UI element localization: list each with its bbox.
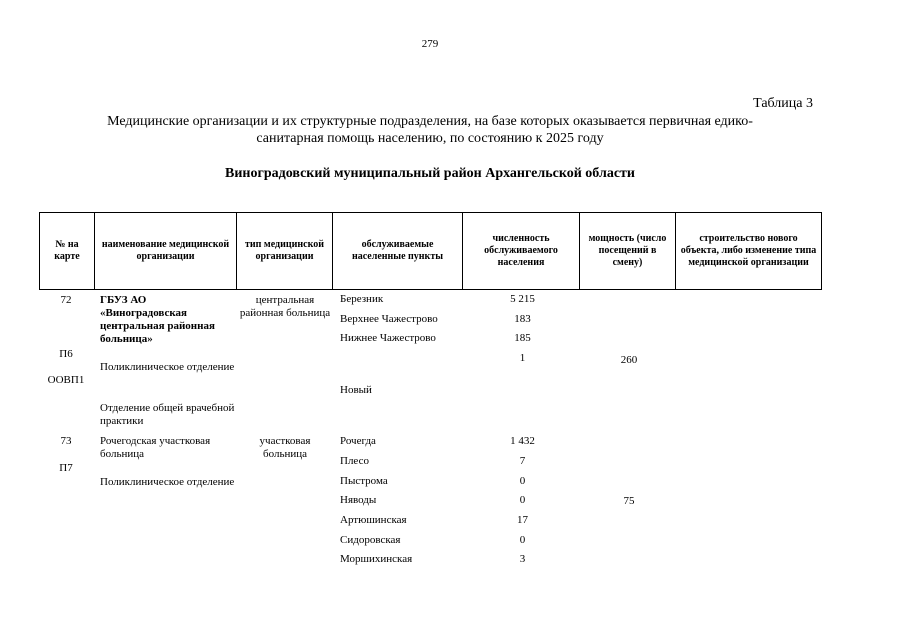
row-72-settlement: Верхнее Чажестрово: [340, 313, 438, 325]
caption-line-1: Медицинские организации и их структурные подразделения, на базе которых оказывается первичная едико-: [107, 114, 753, 129]
row-72-sub2-num: ООВП1: [47, 374, 85, 386]
row-73-population: 7: [519, 455, 526, 467]
district-title: Виноградовский муниципальный район Архангельской области: [225, 166, 635, 181]
row-72-sub2-name: Отделение общей врачебной практики: [100, 402, 235, 427]
row-72-sub1-name: Поликлиническое отделение: [100, 361, 235, 373]
row-73-population: 1 432: [510, 435, 535, 447]
row-73-type: участковая больница: [259, 435, 311, 460]
row-73-settlement: Моршихинская: [340, 553, 413, 565]
row-73-num: 73: [60, 435, 72, 447]
row-73-sub1-num: П7: [59, 462, 73, 474]
row-72-num: 72: [60, 294, 72, 306]
table-header: [39, 212, 822, 290]
row-72-population: 1: [519, 352, 526, 364]
row-72-settlement: Новый: [340, 384, 372, 396]
header-construction: строительство нового объекта, либо изменение типа медицинской организации: [676, 213, 822, 290]
header-population: численность обслуживаемого населения: [463, 213, 580, 290]
row-73-population: 17: [517, 514, 528, 526]
row-72-settlement: Березник: [340, 293, 384, 305]
row-72-population: 185: [514, 332, 531, 344]
table-label: Таблица 3: [753, 96, 813, 111]
row-73-settlement: Артюшинская: [340, 514, 407, 526]
row-72-population: 5 215: [510, 293, 535, 305]
row-72-settlement: Нижнее Чажестрово: [340, 332, 436, 344]
row-73-settlement: Пыстрома: [340, 475, 388, 487]
row-72-type: центральная районная больница: [239, 294, 331, 319]
table-caption: [60, 113, 800, 147]
row-73-population: 3: [519, 553, 526, 565]
row-73-settlement: Сидоровская: [340, 534, 401, 546]
row-73-capacity: 75: [623, 495, 635, 507]
page-number: 279: [421, 38, 439, 50]
row-73-name: Рочегодская участковая больница: [100, 435, 211, 460]
row-72-sub1-num: П6: [59, 348, 73, 360]
header-num: № на карте: [40, 213, 95, 290]
header-name: наименование медицинской организации: [95, 213, 237, 290]
row-72-population: 183: [514, 313, 531, 325]
row-73-sub1-name: Поликлиническое отделение: [100, 476, 235, 488]
row-72-capacity: 260: [620, 354, 638, 366]
header-capacity: мощность (число посещений в смену): [580, 213, 676, 290]
row-73-settlement: Рочегда: [340, 435, 376, 447]
row-72-name: ГБУЗ АО «Виноградовская центральная районная больница»: [100, 294, 215, 345]
header-settlements: обслуживаемые населенные пункты: [333, 213, 463, 290]
row-73-settlement: Няводы: [340, 494, 377, 506]
row-73-settlement: Плесо: [340, 455, 369, 467]
header-type: тип медицинской организации: [237, 213, 333, 290]
row-73-population: 0: [519, 475, 526, 487]
row-73-population: 0: [519, 534, 526, 546]
row-73-population: 0: [519, 494, 526, 506]
caption-line-2: санитарная помощь населению, по состоянию к 2025 году: [256, 131, 604, 146]
